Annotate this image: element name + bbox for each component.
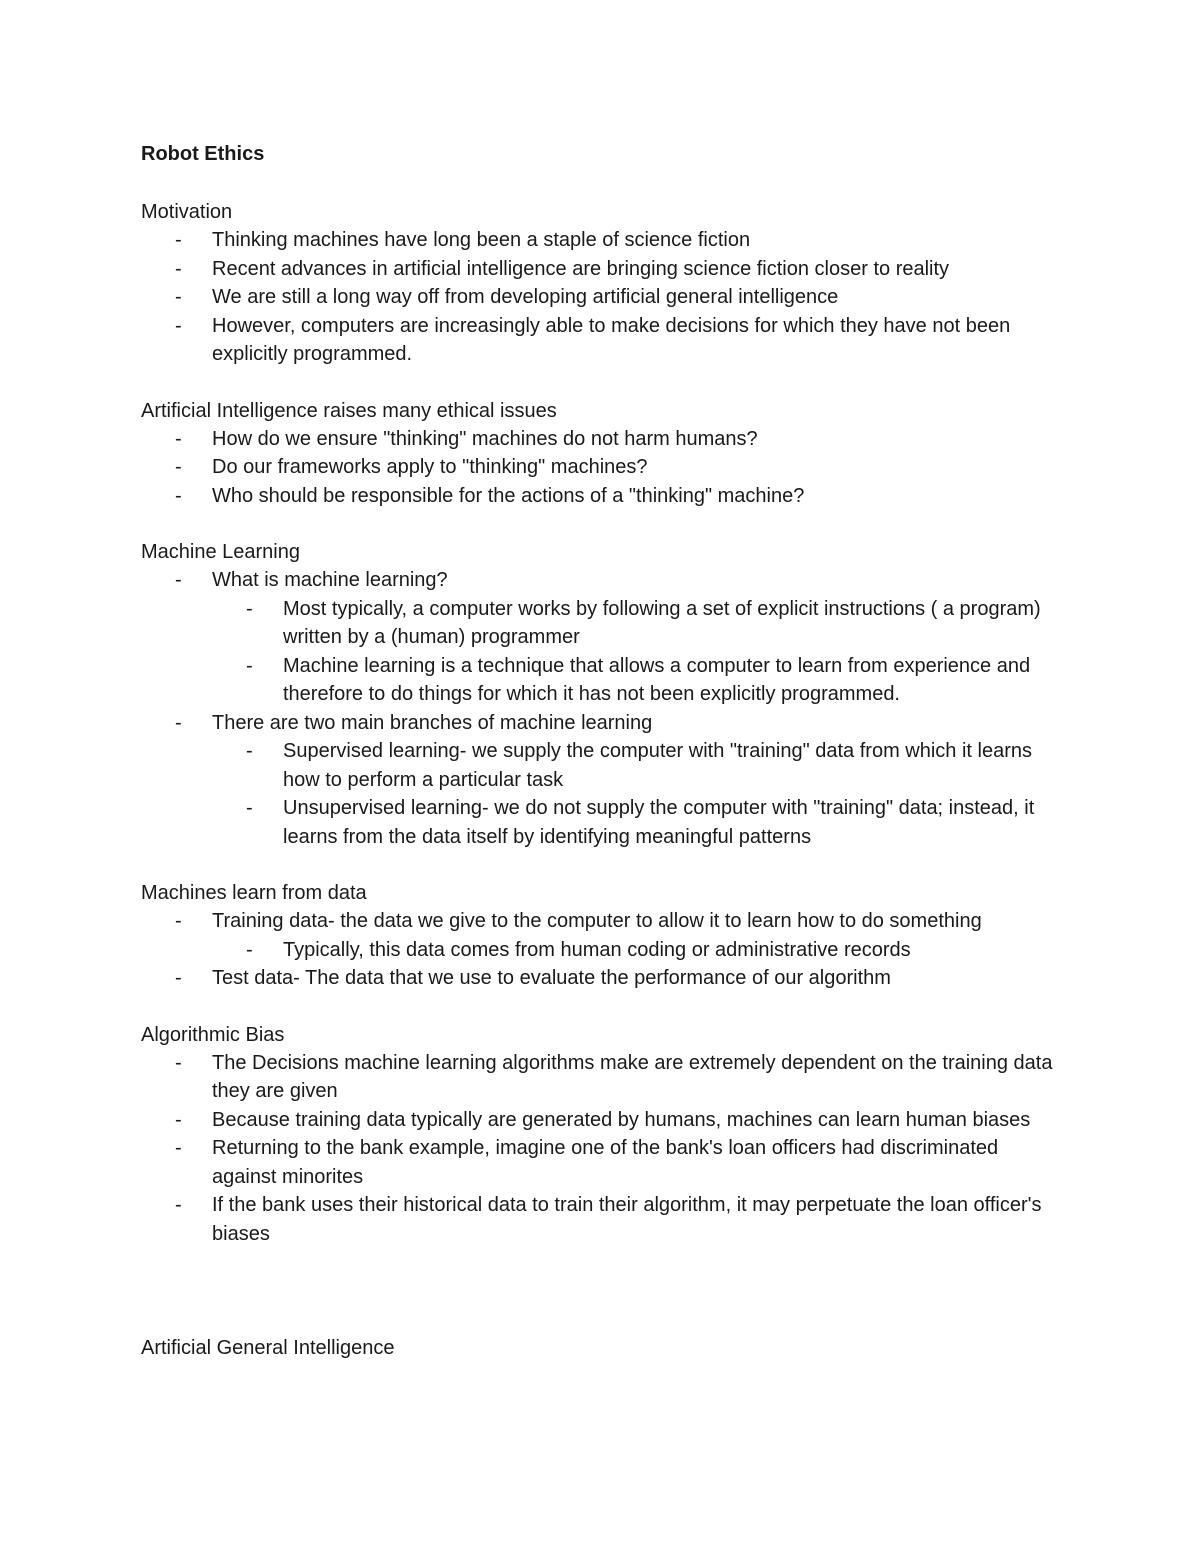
bullet-list <box>141 907 1061 993</box>
bullet-dash: - <box>175 569 182 591</box>
list-item <box>141 425 1061 454</box>
sub-bullet-list <box>141 936 1061 965</box>
bullet-dash: - <box>175 427 182 450</box>
bullet-list <box>141 566 1061 851</box>
bullet-dash: - <box>246 740 253 762</box>
list-item-text: There are two main branches of machine learning <box>212 711 653 734</box>
list-item <box>141 453 1061 482</box>
list-item <box>141 907 1061 936</box>
sub-list-item <box>212 794 1061 851</box>
list-item <box>141 312 1061 369</box>
sub-bullet-list <box>141 737 1061 851</box>
section-heading: Motivation <box>141 201 233 223</box>
list-item <box>141 226 1061 255</box>
bullet-list <box>141 1049 1061 1249</box>
section-heading: Algorithmic Bias <box>141 1023 285 1046</box>
list-item-text: How do we ensure "thinking" machines do not harm humans? <box>212 427 758 450</box>
bullet-dash: - <box>175 314 182 337</box>
document-title: Robot Ethics <box>141 143 265 165</box>
list-item-text: We are still a long way off from developing artificial general intelligence <box>212 286 839 308</box>
list-item <box>141 1106 1061 1135</box>
bullet-list <box>141 226 1061 369</box>
list-item-text: Who should be responsible for the actions of a "thinking" machine? <box>212 484 805 507</box>
sub-list-item-text: Typically, this data comes from human coding or administrative records <box>283 938 911 961</box>
sections-container <box>141 198 1061 1248</box>
bullet-dash: - <box>175 711 182 734</box>
list-item-text: However, computers are increasingly able to make decisions for which they have not been explicitly programmed. <box>212 314 1011 365</box>
section <box>141 198 1061 369</box>
list-item <box>141 255 1061 284</box>
section <box>141 879 1061 993</box>
bullet-dash: - <box>175 1137 182 1159</box>
sub-list-wrapper <box>141 737 1061 851</box>
bullet-dash: - <box>175 229 182 251</box>
list-item-text: Do our frameworks apply to "thinking" machines? <box>212 456 648 478</box>
list-item <box>141 482 1061 511</box>
section-heading: Machines learn from data <box>141 882 367 904</box>
bullet-dash: - <box>175 910 182 932</box>
section-heading: Machine Learning <box>141 541 300 563</box>
sub-list-wrapper <box>141 936 1061 965</box>
list-item-text: Thinking machines have long been a staple of science fiction <box>212 229 751 251</box>
list-item <box>141 1049 1061 1106</box>
sub-list-item <box>212 652 1061 709</box>
bullet-dash: - <box>175 286 182 308</box>
bullet-dash: - <box>175 456 182 478</box>
bullet-dash: - <box>246 654 253 677</box>
bullet-list <box>141 425 1061 511</box>
bullet-dash: - <box>175 1108 182 1131</box>
list-item <box>141 566 1061 595</box>
bullet-dash: - <box>175 967 182 989</box>
list-item-text: Because training data typically are generated by humans, machines can learn human biases <box>212 1108 1031 1131</box>
bullet-dash: - <box>175 484 182 507</box>
list-item <box>141 1134 1061 1191</box>
section <box>141 1021 1061 1249</box>
sub-list-wrapper <box>141 595 1061 709</box>
list-item-text: Training data- the data we give to the computer to allow it to learn how to do something <box>212 910 982 932</box>
bullet-dash: - <box>175 1051 182 1074</box>
list-item <box>141 1191 1061 1248</box>
sub-list-item <box>212 737 1061 794</box>
bullet-dash: - <box>246 938 253 961</box>
sub-list-item <box>212 595 1061 652</box>
list-item-text: Test data- The data that we use to evaluate the performance of our algorithm <box>212 967 891 989</box>
sub-list-item-text: Most typically, a computer works by following a set of explicit instructions ( a program) written by a (human) programmer <box>283 597 1041 648</box>
section-heading: Artificial Intelligence raises many ethical issues <box>141 399 557 422</box>
sub-list-item-text: Unsupervised learning- we do not supply the computer with "training" data; instead, it learns from the data itself by identifying meaningful patterns <box>283 797 1035 848</box>
bullet-dash: - <box>246 797 253 819</box>
section <box>141 397 1061 511</box>
bullet-dash: - <box>175 1194 182 1216</box>
document-page <box>141 140 1061 1362</box>
list-item-text: Recent advances in artificial intelligence are bringing science fiction closer to reality <box>212 257 950 280</box>
list-item-text: The Decisions machine learning algorithms make are extremely dependent on the training data they are given <box>212 1051 1053 1102</box>
bullet-dash: - <box>175 257 182 280</box>
section-heading-agi: Artificial General Intelligence <box>141 1337 395 1359</box>
list-item-text: If the bank uses their historical data to train their algorithm, it may perpetuate the loan officer's biases <box>212 1194 1042 1245</box>
sub-list-item-text: Supervised learning- we supply the computer with "training" data from which it learns how to perform a particular task <box>283 740 1033 791</box>
spacer <box>141 1276 1061 1334</box>
section <box>141 538 1061 851</box>
list-item <box>141 283 1061 312</box>
bullet-dash: - <box>246 597 253 620</box>
sub-list-item-text: Machine learning is a technique that allows a computer to learn from experience and therefore to do things for which it has not been explicitly programmed. <box>283 654 1031 705</box>
sub-list-item <box>212 936 1061 965</box>
sub-bullet-list <box>141 595 1061 709</box>
list-item <box>141 964 1061 993</box>
list-item-text: Returning to the bank example, imagine one of the bank's loan officers had discriminated against minorites <box>212 1137 999 1188</box>
list-item-text: What is machine learning? <box>212 569 448 591</box>
list-item <box>141 709 1061 738</box>
